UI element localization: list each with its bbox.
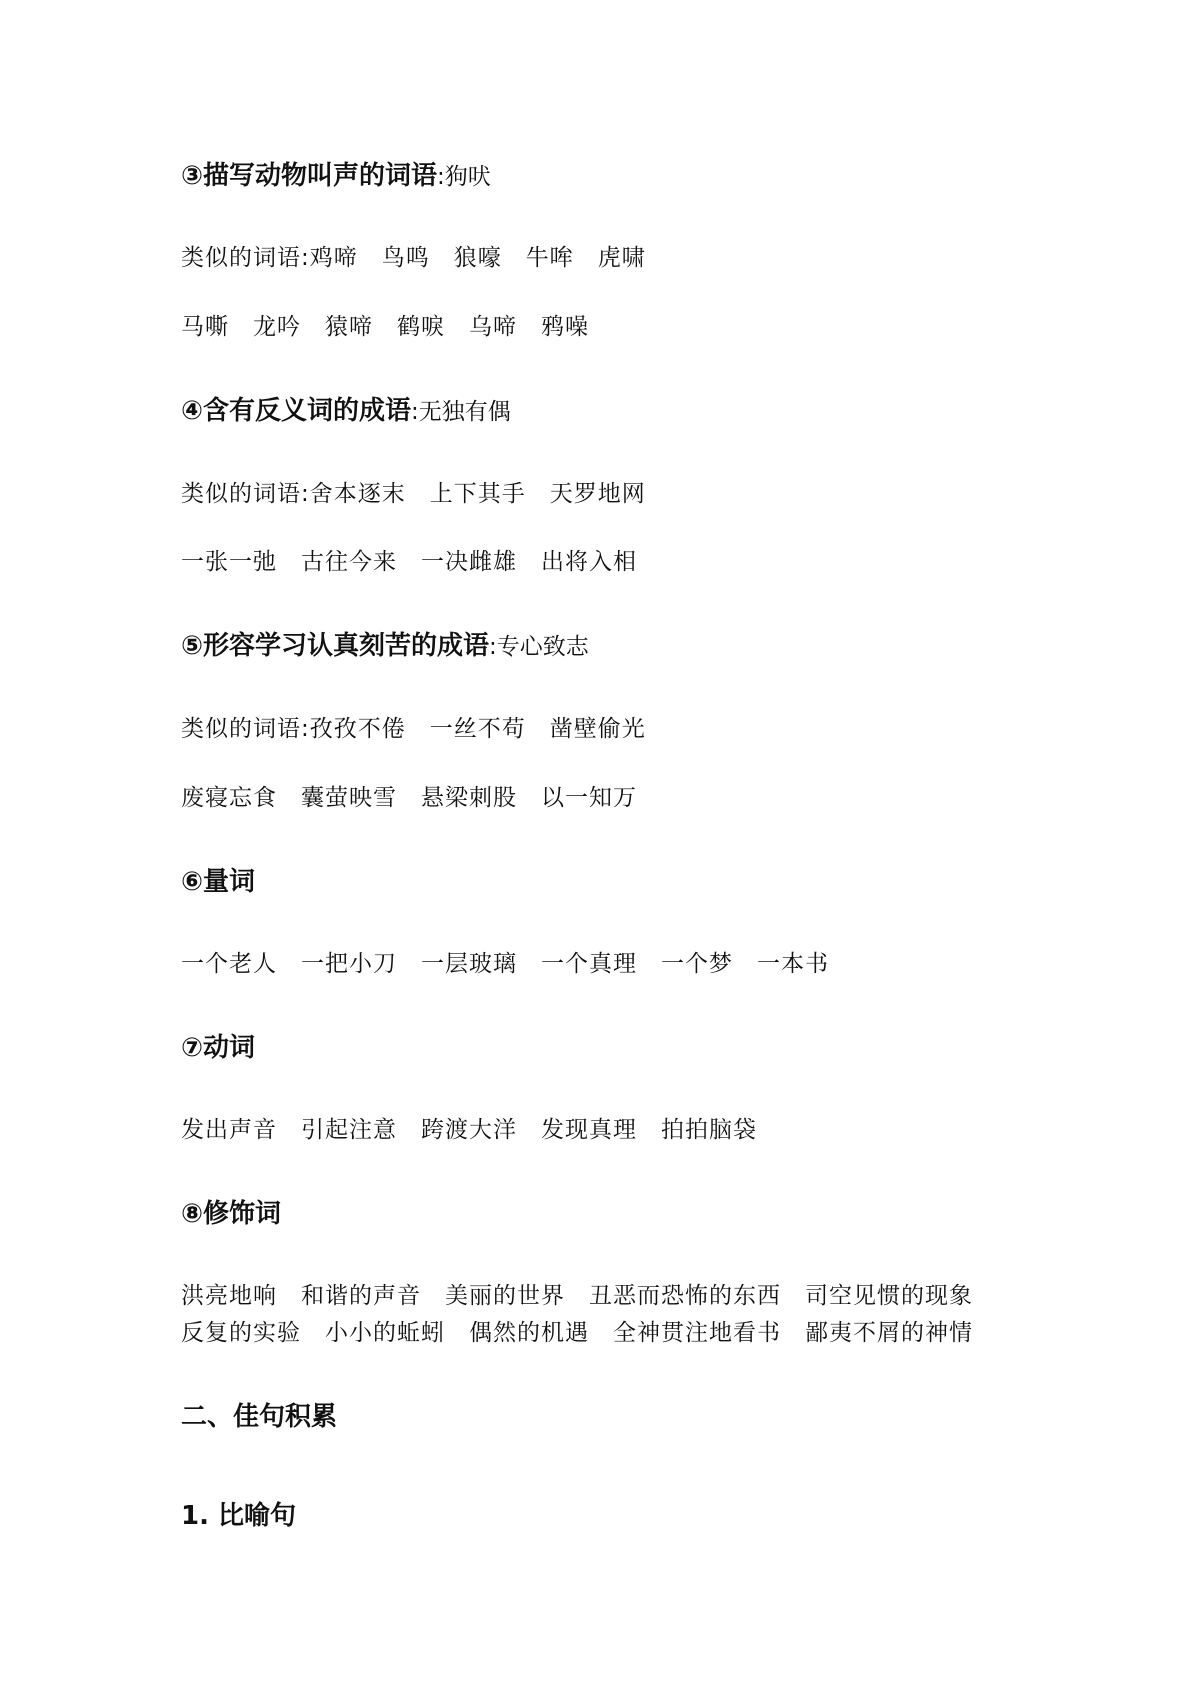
word: 和谐的声音 bbox=[301, 1283, 421, 1309]
section-3-example: 狗吠 bbox=[444, 164, 491, 190]
word: 出将入相 bbox=[541, 549, 637, 575]
word: 司空见惯的现象 bbox=[805, 1283, 973, 1309]
word: 废寝忘食 bbox=[181, 785, 277, 811]
word: 天罗地网 bbox=[549, 481, 646, 507]
section-3-heading bbox=[181, 163, 491, 189]
section-6-line bbox=[181, 953, 829, 976]
section-6-heading bbox=[181, 869, 255, 895]
word: 小小的蚯蚓 bbox=[325, 1320, 445, 1346]
word: 上下其手 bbox=[429, 481, 526, 507]
word: 拍拍脑袋 bbox=[661, 1117, 757, 1143]
section-6-number: ⑥ bbox=[181, 867, 204, 897]
word: 悬梁刺股 bbox=[421, 785, 517, 811]
word: 发出声音 bbox=[181, 1117, 277, 1143]
section-3-prefix: 类似的词语: bbox=[181, 245, 310, 271]
section-4-example: 无独有偶 bbox=[418, 399, 511, 425]
word: 一个梦 bbox=[661, 951, 733, 977]
word: 一决雌雄 bbox=[421, 549, 517, 575]
word: 发现真理 bbox=[541, 1117, 637, 1143]
word: 美丽的世界 bbox=[445, 1283, 565, 1309]
word: 鹤唳 bbox=[397, 314, 445, 340]
word: 古往今来 bbox=[301, 549, 397, 575]
section-4-number: ④ bbox=[181, 396, 204, 426]
word: 猿啼 bbox=[325, 314, 373, 340]
word: 跨渡大洋 bbox=[421, 1117, 517, 1143]
section-3-title: 描写动物叫声的词语 bbox=[203, 161, 438, 191]
word: 洪亮地响 bbox=[181, 1283, 277, 1309]
word: 反复的实验 bbox=[181, 1320, 301, 1346]
section-3-line-2 bbox=[181, 316, 589, 339]
word: 一把小刀 bbox=[301, 951, 397, 977]
section-4-line-2 bbox=[181, 551, 637, 574]
section-3-separator: : bbox=[437, 164, 445, 190]
section-8-line-1 bbox=[181, 1285, 973, 1308]
word: 牛哞 bbox=[525, 245, 574, 271]
section-5-example: 专心致志 bbox=[496, 634, 589, 660]
part-2-subheading: 1. 比喻句 bbox=[181, 1501, 297, 1531]
section-3-number: ③ bbox=[181, 161, 204, 191]
section-4-line-1 bbox=[181, 483, 646, 506]
word: 引起注意 bbox=[301, 1117, 397, 1143]
section-7-line bbox=[181, 1119, 757, 1142]
section-8-title: 修饰词 bbox=[203, 1199, 282, 1229]
section-5-number: ⑤ bbox=[181, 631, 204, 661]
word: 一丝不苟 bbox=[429, 716, 526, 742]
section-4-title: 含有反义词的成语 bbox=[203, 396, 412, 426]
section-5-heading bbox=[181, 633, 589, 659]
word: 以一知万 bbox=[541, 785, 637, 811]
word: 一张一弛 bbox=[181, 549, 277, 575]
word: 一本书 bbox=[757, 951, 829, 977]
word: 乌啼 bbox=[469, 314, 517, 340]
section-5-prefix: 类似的词语: bbox=[181, 716, 310, 742]
section-4-heading bbox=[181, 398, 511, 424]
word: 鸡啼 bbox=[309, 245, 358, 271]
word: 马嘶 bbox=[181, 314, 229, 340]
section-8-heading bbox=[181, 1201, 281, 1227]
word: 狼嚎 bbox=[453, 245, 502, 271]
section-7-title: 动词 bbox=[203, 1033, 256, 1063]
word: 孜孜不倦 bbox=[309, 716, 406, 742]
section-3-line-1 bbox=[181, 247, 646, 270]
section-5-separator: : bbox=[489, 634, 497, 660]
word: 龙吟 bbox=[253, 314, 301, 340]
word: 一个老人 bbox=[181, 951, 277, 977]
word: 鄙夷不屑的神情 bbox=[805, 1320, 973, 1346]
word: 凿壁偷光 bbox=[549, 716, 646, 742]
part-2-heading: 二、佳句积累 bbox=[181, 1402, 338, 1432]
word: 偶然的机遇 bbox=[469, 1320, 589, 1346]
section-7-heading bbox=[181, 1035, 255, 1061]
word: 鸟鸣 bbox=[381, 245, 430, 271]
word: 鸦噪 bbox=[541, 314, 589, 340]
word: 丑恶而恐怖的东西 bbox=[589, 1283, 781, 1309]
section-6-title: 量词 bbox=[203, 867, 256, 897]
section-4-prefix: 类似的词语: bbox=[181, 481, 310, 507]
section-5-line-2 bbox=[181, 787, 637, 810]
word: 舍本逐末 bbox=[309, 481, 406, 507]
section-4-separator: : bbox=[411, 399, 419, 425]
section-7-number: ⑦ bbox=[181, 1033, 204, 1063]
section-5-line-1 bbox=[181, 718, 646, 741]
section-5-title: 形容学习认真刻苦的成语 bbox=[203, 631, 490, 661]
word: 虎啸 bbox=[597, 245, 646, 271]
word: 一层玻璃 bbox=[421, 951, 517, 977]
word: 一个真理 bbox=[541, 951, 637, 977]
section-8-line-2 bbox=[181, 1322, 973, 1345]
word: 全神贯注地看书 bbox=[613, 1320, 781, 1346]
section-8-number: ⑧ bbox=[181, 1199, 204, 1229]
word: 囊萤映雪 bbox=[301, 785, 397, 811]
